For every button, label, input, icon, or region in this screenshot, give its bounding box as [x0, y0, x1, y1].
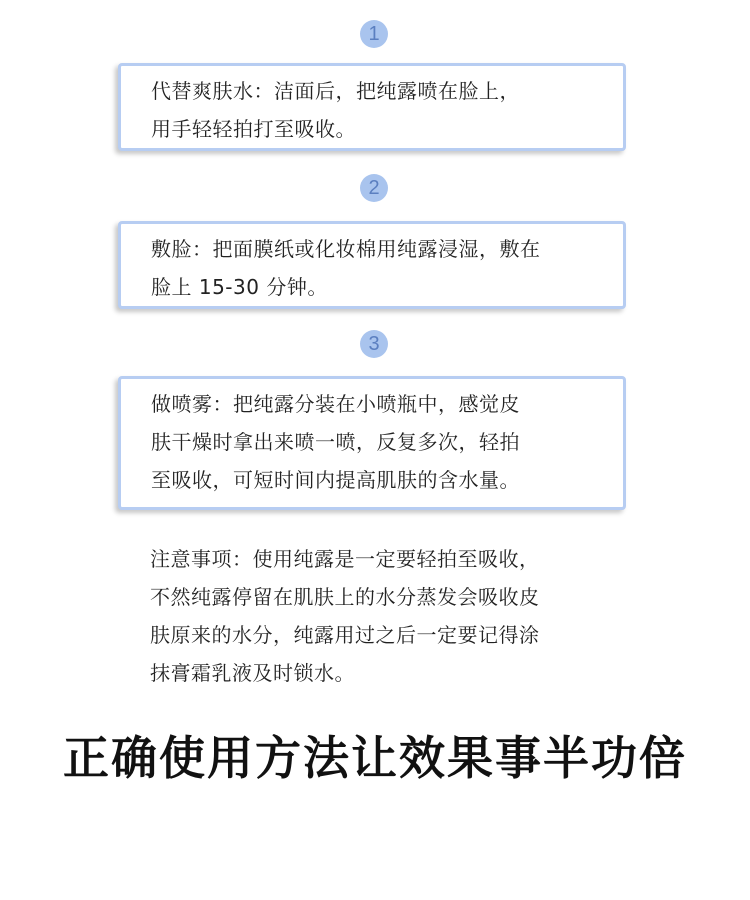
step-2-line-1: 敷脸：把面膜纸或化妆棉用纯露浸湿，敷在: [151, 237, 541, 261]
step-card-3: [118, 376, 626, 510]
step-3-line-2: 肤干燥时拿出来喷一喷，反复多次，轻拍: [151, 430, 520, 454]
step-card-2: [118, 221, 626, 309]
step-1-line-2: 用手轻轻拍打至吸收。: [151, 117, 356, 141]
step-number-3: 3: [360, 330, 388, 358]
step-number-2: 2: [360, 174, 388, 202]
step-3-line-3: 至吸收，可短时间内提高肌肤的含水量。: [151, 468, 520, 492]
note-line-2: 不然纯露停留在肌肤上的水分蒸发会吸收皮: [150, 585, 540, 609]
headline: 正确使用方法让效果事半功倍: [63, 731, 687, 785]
step-3-line-1: 做喷雾：把纯露分装在小喷瓶中，感觉皮: [151, 392, 520, 416]
step-number-1: 1: [360, 20, 388, 48]
step-1-line-1: 代替爽肤水：洁面后，把纯露喷在脸上，: [151, 79, 520, 103]
step-2-line-2: 脸上 15-30 分钟。: [151, 275, 328, 299]
note-line-3: 肤原来的水分，纯露用过之后一定要记得涂: [150, 623, 540, 647]
note-line-1: 注意事项：使用纯露是一定要轻拍至吸收，: [150, 547, 540, 571]
note-section: [150, 540, 620, 692]
note-line-4: 抹膏霜乳液及时锁水。: [150, 661, 355, 685]
step-card-1: [118, 63, 626, 151]
